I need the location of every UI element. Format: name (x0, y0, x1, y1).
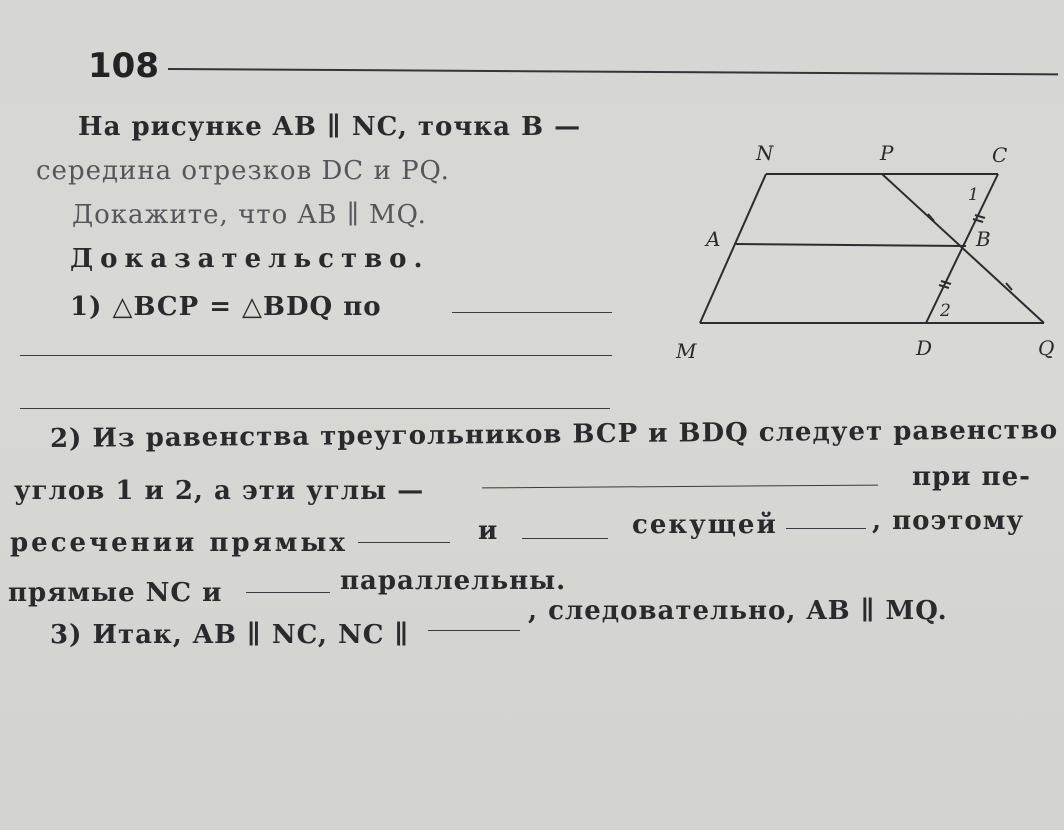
label-A: A (706, 227, 721, 251)
proof-heading: Доказательство. (70, 244, 430, 274)
step2-parallel-blank[interactable] (246, 592, 330, 593)
label-angle-1: 1 (968, 185, 979, 205)
label-angle-2: 2 (940, 301, 951, 321)
statement-line-2: середина отрезков DC и PQ. (36, 156, 450, 186)
proof-step-2-line-4a: прямые NC и (8, 578, 223, 608)
step1-answer-blank[interactable] (452, 312, 612, 313)
proof-step-2-line-2a: углов 1 и 2, а эти углы — (14, 476, 425, 506)
label-M: M (676, 339, 697, 363)
geometry-figure (650, 130, 1060, 380)
proof-step-3b: , следовательно, AB ∥ MQ. (528, 596, 948, 626)
label-C: C (992, 143, 1008, 167)
proof-step-2-line-3a: ресечении прямых (10, 528, 348, 558)
step2-angle-type-blank[interactable] (482, 485, 878, 489)
step1-answer-line-2[interactable] (20, 355, 612, 356)
label-D: D (916, 336, 933, 360)
proof-step-1: 1) △BCP = △BDQ по (70, 292, 382, 322)
step2-line-blank-1[interactable] (358, 542, 450, 543)
label-N: N (756, 141, 774, 165)
prove-statement: Докажите, что AB ∥ MQ. (72, 200, 427, 230)
proof-step-2-line-2b: при пе- (912, 462, 1031, 492)
step3-answer-blank[interactable] (428, 630, 520, 631)
proof-step-2-line-1: 2) Из равенства треугольников BCP и BDQ следует равенство (49, 415, 1059, 454)
step2-secant-blank[interactable] (786, 528, 866, 529)
label-Q: Q (1038, 336, 1055, 360)
segment-AB (736, 244, 966, 246)
label-B: B (976, 227, 991, 251)
proof-step-2-line-3d: , поэтому (872, 506, 1024, 536)
proof-step-2-line-4b: параллельны. (340, 566, 567, 596)
proof-step-2-line-3b: и (478, 516, 499, 546)
proof-step-3a: 3) Итак, AB ∥ NC, NC ∥ (50, 620, 410, 650)
proof-step-2-line-3c: секущей (632, 510, 778, 540)
step2-line-blank-2[interactable] (522, 538, 608, 539)
step1-answer-line-3[interactable] (20, 408, 610, 409)
top-rule (168, 68, 1058, 75)
label-P: P (880, 141, 894, 165)
statement-line-1: На рисунке AB ∥ NC, точка B — (78, 112, 582, 142)
task-number: 108 (88, 46, 159, 86)
